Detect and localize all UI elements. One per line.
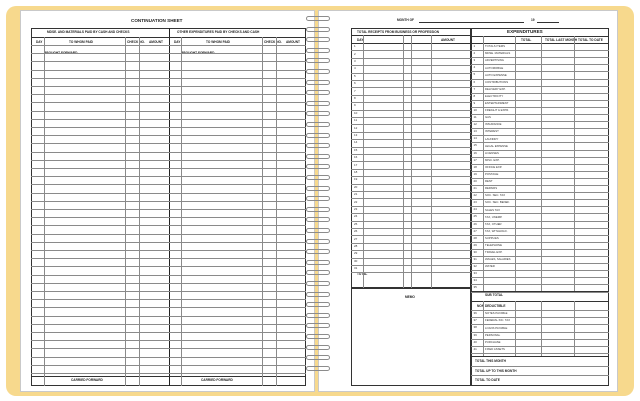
receipts-amount-header: AMOUNT [441,37,455,42]
expenditure-row-number: 11 [473,115,477,119]
col1-amount-header: AMOUNT [149,39,163,44]
exp-to-date-header: TOTAL TO DATE [578,37,603,42]
spiral-coil [306,101,330,106]
spiral-coil [306,281,330,286]
expenditure-item: ENTERTAINMENT [485,101,509,105]
expenditure-item: FREIGHT & EXPR. [485,108,510,113]
exp-total-header: TOTAL [521,37,532,42]
spiral-coil [306,228,330,233]
non-deductible-row-number: 40 [473,339,477,344]
spiral-coil [306,260,330,265]
spiral-coil [306,366,330,371]
day-number: 3 [354,59,356,63]
expenditure-item: MISC. EXP. [485,157,500,162]
expenditure-row-number: 7 [473,86,476,91]
col2-carried-forward: CARRIED FORWARD [201,378,233,382]
expenditure-item: LEGAL EXPENSE [485,143,508,148]
col2-amount-header: AMOUNT [286,39,300,44]
expenditure-item: LAUNDRY [485,136,499,141]
expenditure-row-number: 18 [473,164,477,169]
col2-header: OTHER EXPENDITURES PAID BY CHECKS AND CASH [177,29,260,34]
expenditure-item: TOTALS ITEMS [485,44,505,49]
col1-carried-forward: CARRIED FORWARD [71,378,103,382]
expenditure-row-number: 26 [473,221,477,226]
non-deductible-item: FEDERAL INC. TAX [485,318,511,323]
expenditure-item: TAX, WITHHOLD. [485,228,508,233]
expenditure-item: SOC. SEC. BENEF. [485,200,510,205]
day-number: 6 [354,81,356,86]
year-label: 19 [531,18,535,22]
expenditure-item: DELIVERY EXP. [485,86,506,91]
expenditure-item: AUTO EXPENSE [485,72,507,77]
day-number: 31 [354,266,358,271]
expenditure-row-number: 32 [473,264,477,269]
spiral-coil [306,217,330,222]
expenditure-row-number: 27 [473,228,477,233]
expenditure-row-number: 25 [473,214,477,219]
day-number: 20 [354,184,358,189]
col1-brought-forward: BROUGHT FORWARD [44,51,78,55]
spiral-coil [306,111,330,116]
expenditure-row-number: 3 [473,58,476,63]
non-deductible-item: FIXED ASSETS [485,347,505,352]
spiral-coil [306,122,330,127]
day-number: 26 [354,229,358,234]
non-deductible-item: PURCHASE [485,340,501,344]
expenditure-item: AUTOMOBILE [485,65,504,70]
day-number: 12 [354,125,358,130]
spiral-coil [306,90,330,95]
expenditure-item: LICENSES [485,150,499,155]
spiral-coil [306,27,330,32]
day-number: 10 [354,110,358,115]
day-number: 4 [354,66,356,71]
day-number: 18 [354,170,358,174]
expenditure-row-number: 13 [473,129,477,134]
expenditure-row-number: 22 [473,193,477,198]
day-number: 25 [354,221,358,226]
right-page [318,10,618,392]
day-number: 14 [354,140,358,145]
spiral-coil [306,175,330,180]
spiral-coil [306,48,330,53]
expenditure-row-number: 8 [473,93,476,98]
day-number: 1 [354,44,356,49]
expenditure-row-number: 4 [473,65,476,70]
month-of-label: MONTH OF [397,18,414,22]
expenditure-row-number: 6 [473,79,476,84]
non-deductible-item: LOANS PAYABLE [485,325,508,330]
total-this-month: TOTAL THIS MONTH [475,359,506,363]
day-number: 29 [354,251,358,256]
expenditure-row-number: 15 [473,143,477,148]
col1-to-whom-header: TO WHOM PAID [69,39,93,44]
expenditure-item: MDSE. MATERIALS [485,51,511,56]
spiral-coil [306,133,330,138]
expenditure-row-number: 14 [473,136,477,141]
expenditure-item: ADVERTISING [485,58,504,63]
col2-to-whom-header: TO WHOM PAID [206,39,230,44]
expenditure-item: SUPPLIES [485,235,499,240]
spiral-coil [306,313,330,318]
expenditure-row-number: 23 [473,200,477,205]
spiral-coil [306,196,330,201]
day-number: 22 [354,199,358,204]
expenditure-item: TRAVEL EXP. [485,250,503,255]
spiral-coil [306,355,330,360]
day-number: 5 [354,73,356,78]
day-number: 23 [354,207,358,211]
spiral-coil [306,323,330,328]
non-deductible-row-number: 41 [473,347,477,351]
day-number: 21 [354,192,358,197]
col1-day-header: DAY [36,39,43,44]
expenditure-item: SOC. SEC. TAX [485,193,506,198]
expenditure-row-number: 17 [473,157,477,162]
expenditure-item: POSTAGE [485,172,499,176]
expenditure-item: SALES TAX [485,207,500,212]
spiral-coil [306,302,330,307]
spiral-coil [306,292,330,297]
expenditure-row-number: 29 [473,242,477,247]
expenditure-item: CONTRIBUTIONS [485,79,509,84]
day-number: 7 [354,88,356,93]
sub-total-label: SUB TOTAL [485,293,503,297]
expenditure-row-number: 9 [473,100,476,105]
expenditures-title: EXPENDITURES [507,29,543,34]
spiral-coil [306,58,330,63]
non-deductible-item: PERSONAL [485,332,501,337]
spiral-coil [306,37,330,42]
non-deductible-row-number: 36 [473,311,477,315]
expenditure-row-number: 10 [473,107,477,112]
expenditure-row-number: 2 [473,51,476,56]
col2-day-header: DAY [174,39,181,44]
expenditure-row-number: 12 [473,122,477,127]
expenditure-item: WAGES, SALARIES [485,257,511,262]
spiral-coil [306,80,330,85]
expenditure-row-number: 1 [473,44,476,48]
expenditure-row-number: 28 [473,235,477,240]
expenditure-row-number: 34 [473,278,477,283]
day-number: 13 [354,133,358,137]
expenditure-row-number: 35 [473,285,477,290]
day-number: 28 [354,244,358,248]
memo-box [351,288,471,386]
col1-header: MDSE. AND MATERIALS PAID BY CASH AND CHECKS [47,29,130,34]
expenditure-item: TAX, UNEMP. [485,214,503,219]
day-number: 19 [354,177,358,182]
spiral-coil [306,334,330,339]
col2-brought-forward: BROUGHT FORWARD [181,51,215,55]
expenditure-item: WATER [485,264,495,269]
expenditure-row-number: 31 [473,257,477,261]
day-number: 30 [354,258,358,263]
expenditure-row-number: 33 [473,271,477,276]
left-page [20,10,315,392]
col2-check-header: CHECK NO. [264,39,282,44]
spiral-coil [306,345,330,350]
spiral-coil [306,186,330,191]
non-deductible-row-number: 37 [473,318,477,323]
total-up-to-month: TOTAL UP TO THIS MONTH [475,368,517,373]
expenditure-item: TELEPHONE [485,243,502,247]
spiral-coil [306,154,330,159]
expenditure-item: INSURANCE [485,122,502,127]
total-to-date: TOTAL TO DATE [475,377,500,382]
day-number: 16 [354,155,358,160]
spiral-coil [306,16,330,21]
col1-check-header: CHECK NO. [127,39,145,44]
day-number: 8 [354,96,356,100]
day-number: 2 [354,51,356,56]
expenditure-row-number: 19 [473,171,477,176]
day-number: 27 [354,236,358,241]
non-deductible-row-number: 38 [473,325,477,330]
expenditure-row-number: 24 [473,207,477,212]
expenditure-item: OFFICE EXP. [485,164,503,169]
day-number: 15 [354,147,358,152]
receipts-day-header: DAY [357,37,364,42]
expenditure-row-number: 21 [473,186,477,190]
expenditure-row-number: 30 [473,249,477,254]
exp-last-month-header: TOTAL LAST MONTH [545,37,578,42]
non-deductible-item: NOTES PAYABLE [485,311,508,316]
expenditure-row-number: 5 [473,72,476,77]
non-deductible-row-number: 39 [473,332,477,337]
expenditure-item: RENT [485,179,493,184]
expenditure-item: GAS [485,115,491,120]
day-number: 11 [354,118,358,123]
receipts-header: TOTAL RECEIPTS FROM BUSINESS OR PROFESSION [357,30,439,34]
receipts-total: TOTAL [357,272,368,276]
day-number: 9 [354,103,356,108]
memo-label: MEMO [405,295,415,299]
expenditure-row-number: 16 [473,150,477,155]
spiral-coil [306,164,330,169]
expenditure-item: REPAIRS [485,186,498,191]
expenditure-item: TAX, OTHER [485,221,502,226]
expenditure-item: INTEREST [485,129,499,134]
spiral-coil [306,270,330,275]
continuation-sheet-title: CONTINUATION SHEET [131,18,183,23]
non-deductible-label: NON DEDUCTIBLE [477,304,506,308]
day-number: 24 [354,214,358,219]
day-number: 17 [354,162,358,167]
spiral-coil [306,239,330,244]
spiral-coil [306,207,330,212]
expenditure-row-number: 20 [473,178,477,183]
spiral-coil [306,69,330,74]
spiral-coil [306,249,330,254]
expenditure-item: ELECTRICITY [485,93,504,98]
spiral-coil [306,143,330,148]
